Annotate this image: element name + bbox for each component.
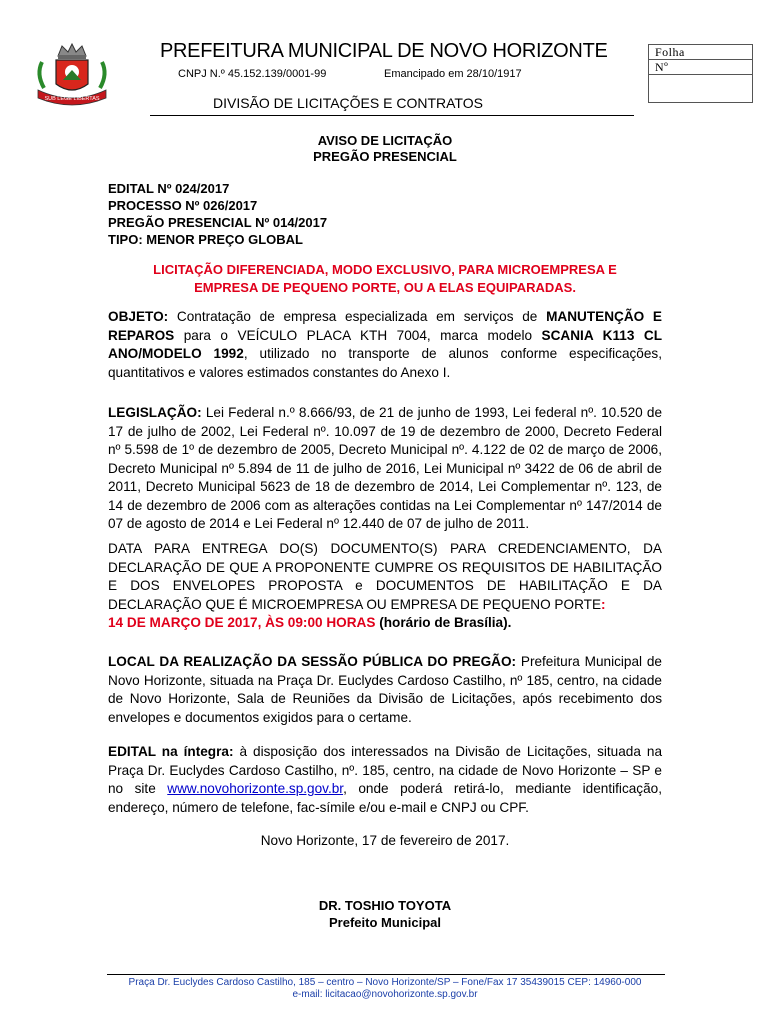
data-entrega-text: DATA PARA ENTREGA DO(S) DOCUMENTO(S) PARA CREDENCIAMENTO, DA DECLARAÇÃO DE QUE A PROPONENTE CUMPRE OS REQUISITOS DE HABILITAÇÃO E DOS ENVELOPES PROPOSTA e DOCUMENTOS DE HABILITAÇÃO E DA DECLARAÇÃO QUE É MICROEMPRESA OU EMPRESA DE PEQUENO PORTE — [108, 541, 662, 612]
signatory-name: DR. TOSHIO TOYOTA — [318, 898, 452, 913]
local-text: Prefeitura Municipal de Novo Horizonte, situada na Praça Dr. Euclydes Cardoso Castilho, nº 185, centro, na cidade de Novo Horizonte, Sala de Reuniões da Divisão de Licitações, após recebimento dos envelopes e documentos exigidos para o certame. — [108, 654, 662, 725]
emancipation-text: Emancipado em 28/10/1917 — [384, 68, 522, 80]
processo-number: PROCESSO Nº 026/2017 — [108, 198, 258, 213]
footer-email: e-mail: licitacao@novohorizonte.sp.gov.br — [292, 989, 478, 1000]
website-link[interactable]: www.novohorizonte.sp.gov.br — [167, 781, 344, 796]
numero-label: Nº — [649, 60, 752, 75]
footer-divider — [107, 974, 665, 975]
notice-title: AVISO DE LICITAÇÃO — [317, 133, 453, 148]
data-entrega-paragraph — [108, 540, 662, 633]
edital-integra-paragraph — [108, 743, 662, 817]
folha-box — [648, 44, 753, 103]
objeto-text-2: para o VEÍCULO PLACA KTH 7004, marca modelo — [174, 327, 542, 343]
footer-address: Praça Dr. Euclydes Cardoso Castilho, 185 – centro – Novo Horizonte/SP – Fone/Fax 17 35439015 CEP: 14960-000 — [128, 977, 642, 988]
edital-integra-label: EDITAL na íntegra: — [108, 744, 234, 759]
edital-integra-text-2: , onde poderá retirá-lo, mediante identificação, endereço, número de telefone, fac-símile e/ou e-mail e CNPJ ou CPF. — [108, 781, 663, 815]
objeto-label: OBJETO: — [108, 309, 169, 324]
signature-block — [0, 897, 770, 931]
municipal-coat-of-arms — [32, 40, 112, 110]
legislacao-label: LEGISLAÇÃO: — [108, 405, 202, 420]
notice-subtitle: PREGÃO PRESENCIAL — [313, 149, 457, 164]
delivery-date: 14 DE MARÇO DE 2017, ÀS 09:00 HORAS — [108, 615, 376, 630]
objeto-text-1: Contratação de empresa especializada em serviços de — [168, 309, 547, 324]
tipo-text: TIPO: MENOR PREÇO GLOBAL — [108, 232, 303, 247]
notice-ids — [108, 180, 327, 248]
data-entrega-colon: : — [601, 596, 606, 612]
objeto-text-3: , utilizado no transporte de alunos conforme especificações, quantitativos e valores estimados constantes do Anexo I. — [108, 346, 662, 380]
objeto-paragraph — [108, 308, 662, 382]
date-line: Novo Horizonte, 17 de fevereiro de 2017. — [260, 833, 510, 848]
edital-integra-text-1: à disposição dos interessados na Divisão de Licitações, situada na Praça Dr. Euclydes Cardoso Castilho, nº. 185, centro, na cidade de Novo Horizonte – SP e no site — [108, 744, 662, 796]
diferenciada-line-1: LICITAÇÃO DIFERENCIADA, MODO EXCLUSIVO, PARA MICROEMPRESA E — [153, 262, 617, 277]
local-label: LOCAL DA REALIZAÇÃO DA SESSÃO PÚBLICA DO PREGÃO: — [108, 654, 517, 669]
header-divider — [150, 115, 634, 116]
diferenciada-line-2: EMPRESA DE PEQUENO PORTE, OU A ELAS EQUIPARADAS. — [194, 280, 576, 295]
division-title: DIVISÃO DE LICITAÇÕES E CONTRATOS — [213, 95, 483, 111]
diferenciada-notice — [0, 261, 770, 297]
brasilia-time-note: (horário de Brasília). — [375, 615, 512, 630]
objeto-service: MANUTENÇÃO E REPAROS — [108, 309, 662, 343]
signatory-role: Prefeito Municipal — [329, 915, 441, 930]
folha-blank — [649, 75, 752, 102]
municipality-title: PREFEITURA MUNICIPAL DE NOVO HORIZONTE — [160, 40, 608, 62]
local-paragraph — [108, 653, 662, 727]
legislacao-text: Lei Federal n.º 8.666/93, de 21 de junho de 1993, Lei federal nº. 10.520 de 17 de julho de 2002, Lei Federal nº. 10.097 de 19 de dezembro de 2000, Decreto Federal nº 5.598 de 1º de dezembro de 2005, Decreto Municipal nº. 4.122 de 02 de março de 2006, Decreto Municipal nº 5.894 de 11 de julho de 2016, Lei Municipal nº 3422 de 06 de abril de 2011, Decreto Municipal 5623 de 18 de dezembro de 2014, Lei Complementar nº. 123, de 14 de dezembro de 2006 com as alterações contidas na Lei Complementar nº 147/2014 de 07 de agosto de 2014 e Lei Federal nº 12.440 de 07 de julho de 2011. — [108, 405, 662, 531]
seal-motto: SUB LEGE LIBERTAS — [44, 96, 100, 102]
folha-label: Folha — [649, 45, 752, 60]
cnpj-text: CNPJ N.º 45.152.139/0001-99 — [178, 68, 327, 80]
objeto-vehicle: SCANIA K113 CL ANO/MODELO 1992 — [108, 327, 662, 361]
legislacao-paragraph — [108, 404, 662, 534]
pregao-number: PREGÃO PRESENCIAL Nº 014/2017 — [108, 215, 328, 230]
edital-number: EDITAL Nº 024/2017 — [108, 181, 230, 196]
